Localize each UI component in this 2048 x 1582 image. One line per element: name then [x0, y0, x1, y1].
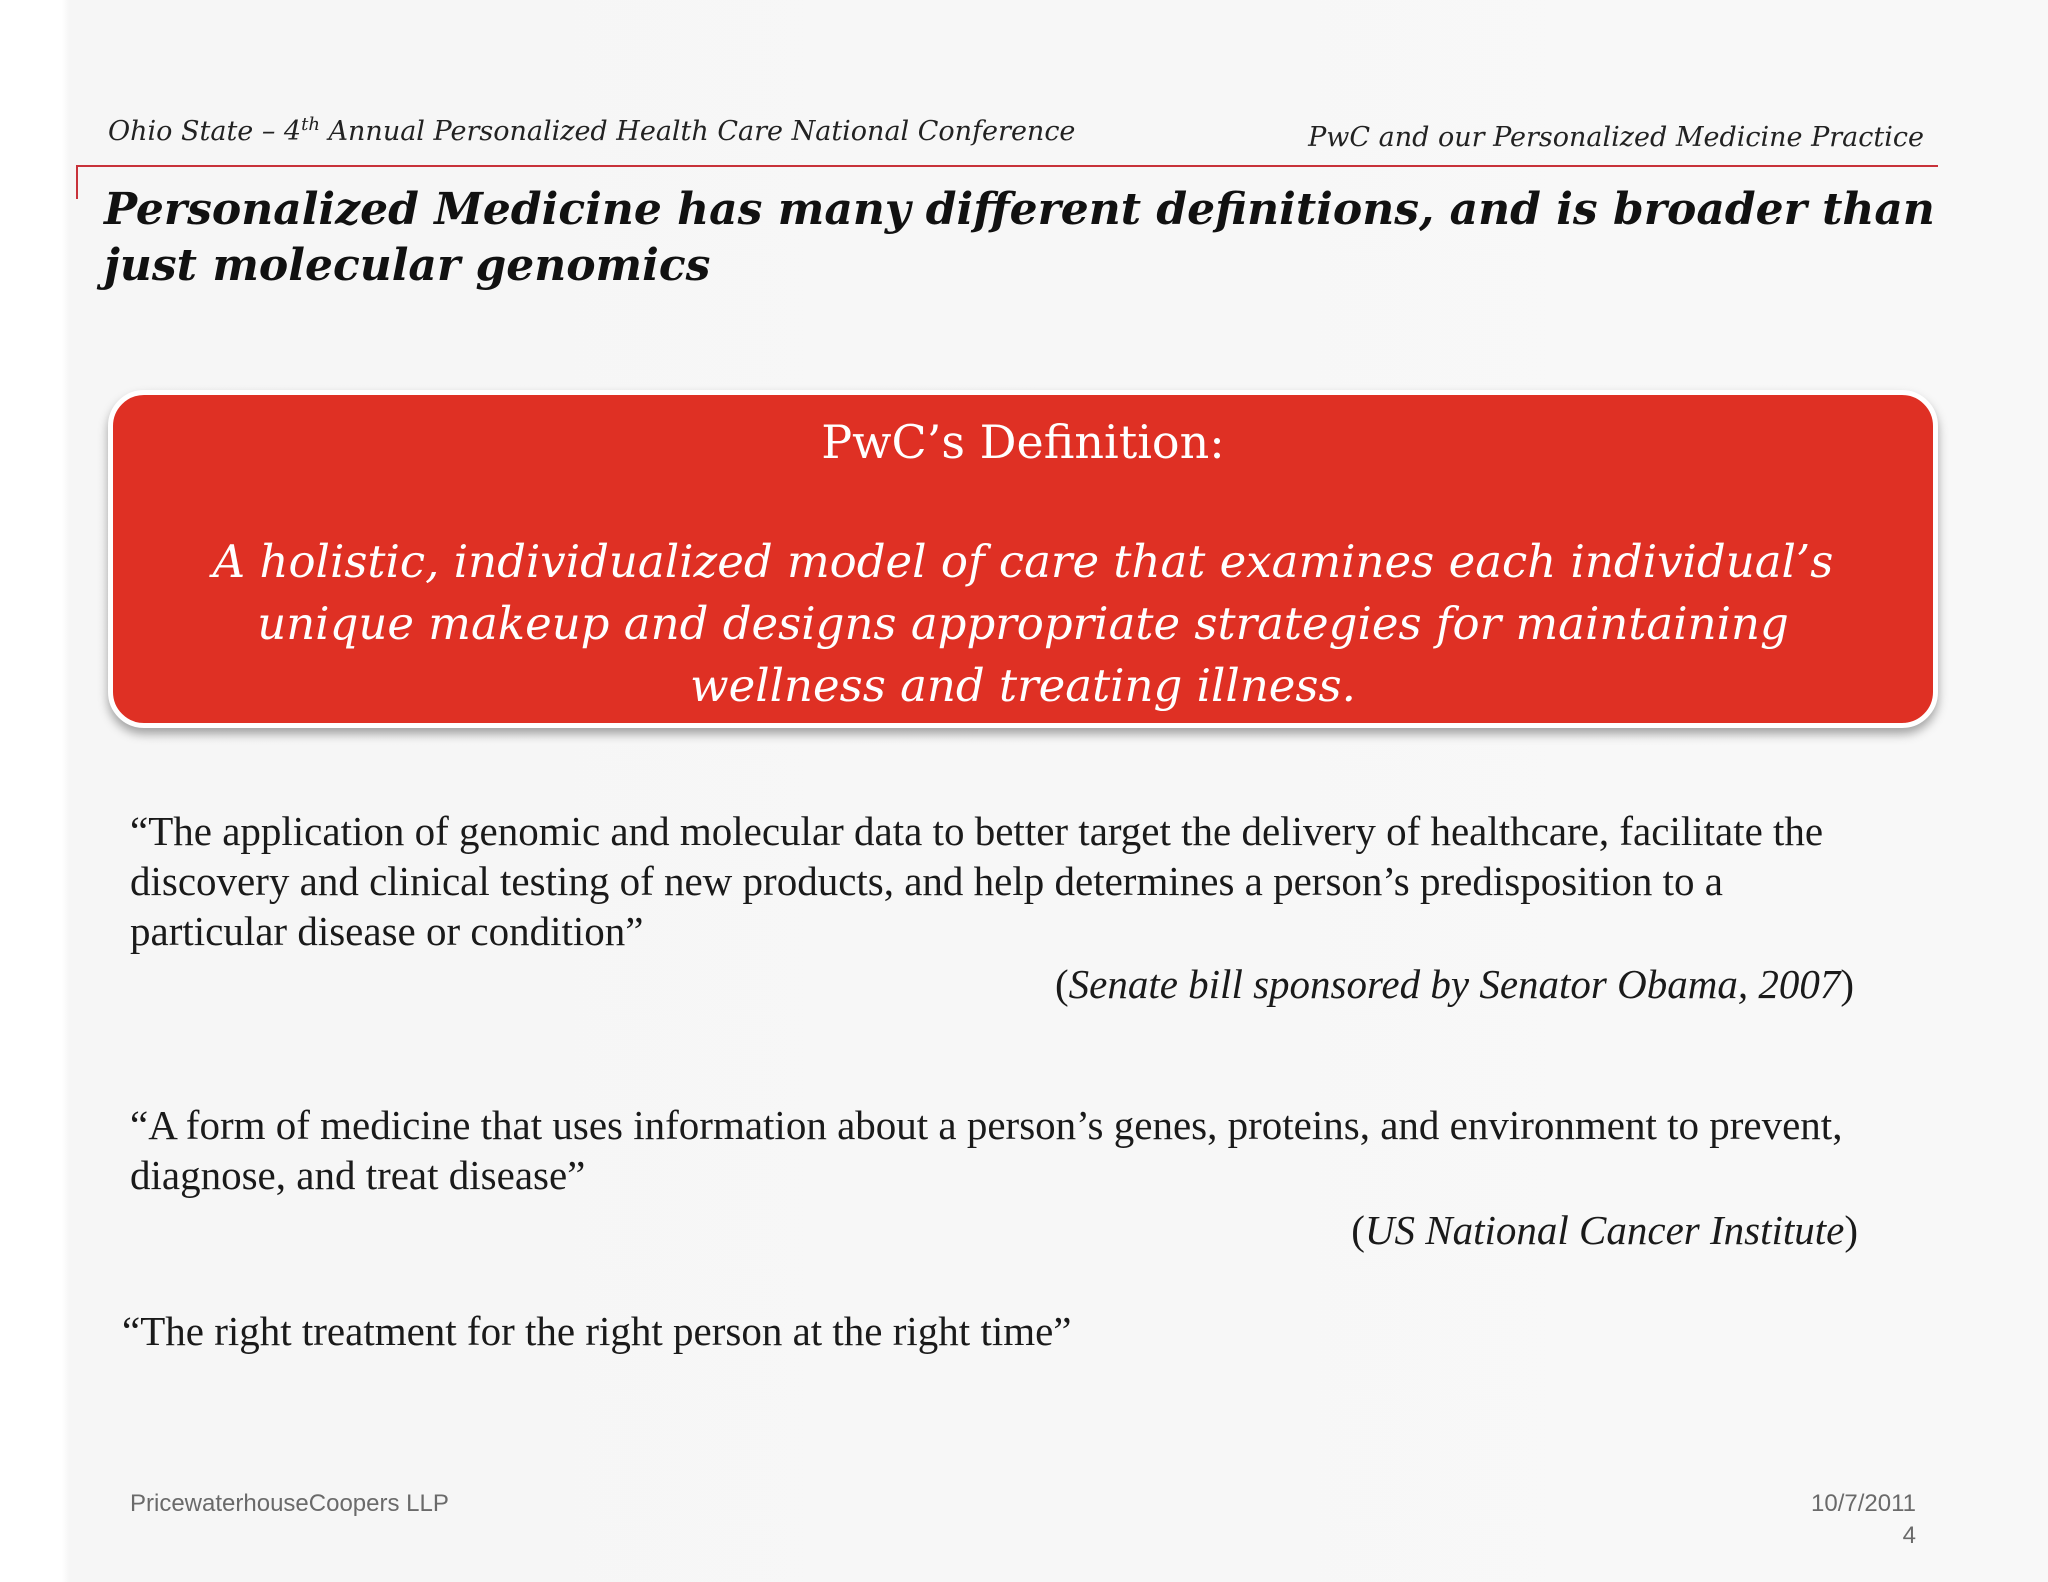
header-divider-tick	[76, 165, 78, 199]
quote-nci: “A form of medicine that uses information about a person’s genes, proteins, and environment to prevent, diagnose, and treat disease”	[130, 1102, 1843, 1198]
definition-heading: PwC’s Definition:	[821, 415, 1225, 469]
footer-company: PricewaterhouseCoopers LLP	[130, 1490, 449, 1517]
footer-page-number: 4	[1902, 1522, 1916, 1549]
header-conference-title: Ohio State – 4th Annual Personalized Health Care National Conference	[108, 114, 1076, 147]
quote-senate-bill: “The application of genomic and molecular data to better target the delivery of healthcare, facilitate the discovery and clinical testing of new products, and help determines a person’s predisposition to a particular disease or condition”	[130, 808, 1824, 954]
quote-right-treatment: “The right treatment for the right person at the right time”	[122, 1308, 1072, 1354]
header-divider	[76, 165, 1938, 167]
slide-title: Personalized Medicine has many different definitions, and is broader than just molecular genomics	[104, 184, 1935, 291]
footer-date: 10/7/2011	[1811, 1490, 1916, 1517]
header-section-title: PwC and our Personalized Medicine Practice	[1308, 122, 1924, 153]
attribution-nci: (US National Cancer Institute)	[1351, 1207, 1858, 1253]
attribution-senate-bill: (Senate bill sponsored by Senator Obama, 2007)	[1054, 961, 1854, 1007]
definition-text: A holistic, individualized model of care that examines each individual’s unique makeup and designs appropriate strategies for maintaining wellness and treating illness.	[212, 535, 1834, 712]
definition-callout-box	[108, 390, 1938, 728]
